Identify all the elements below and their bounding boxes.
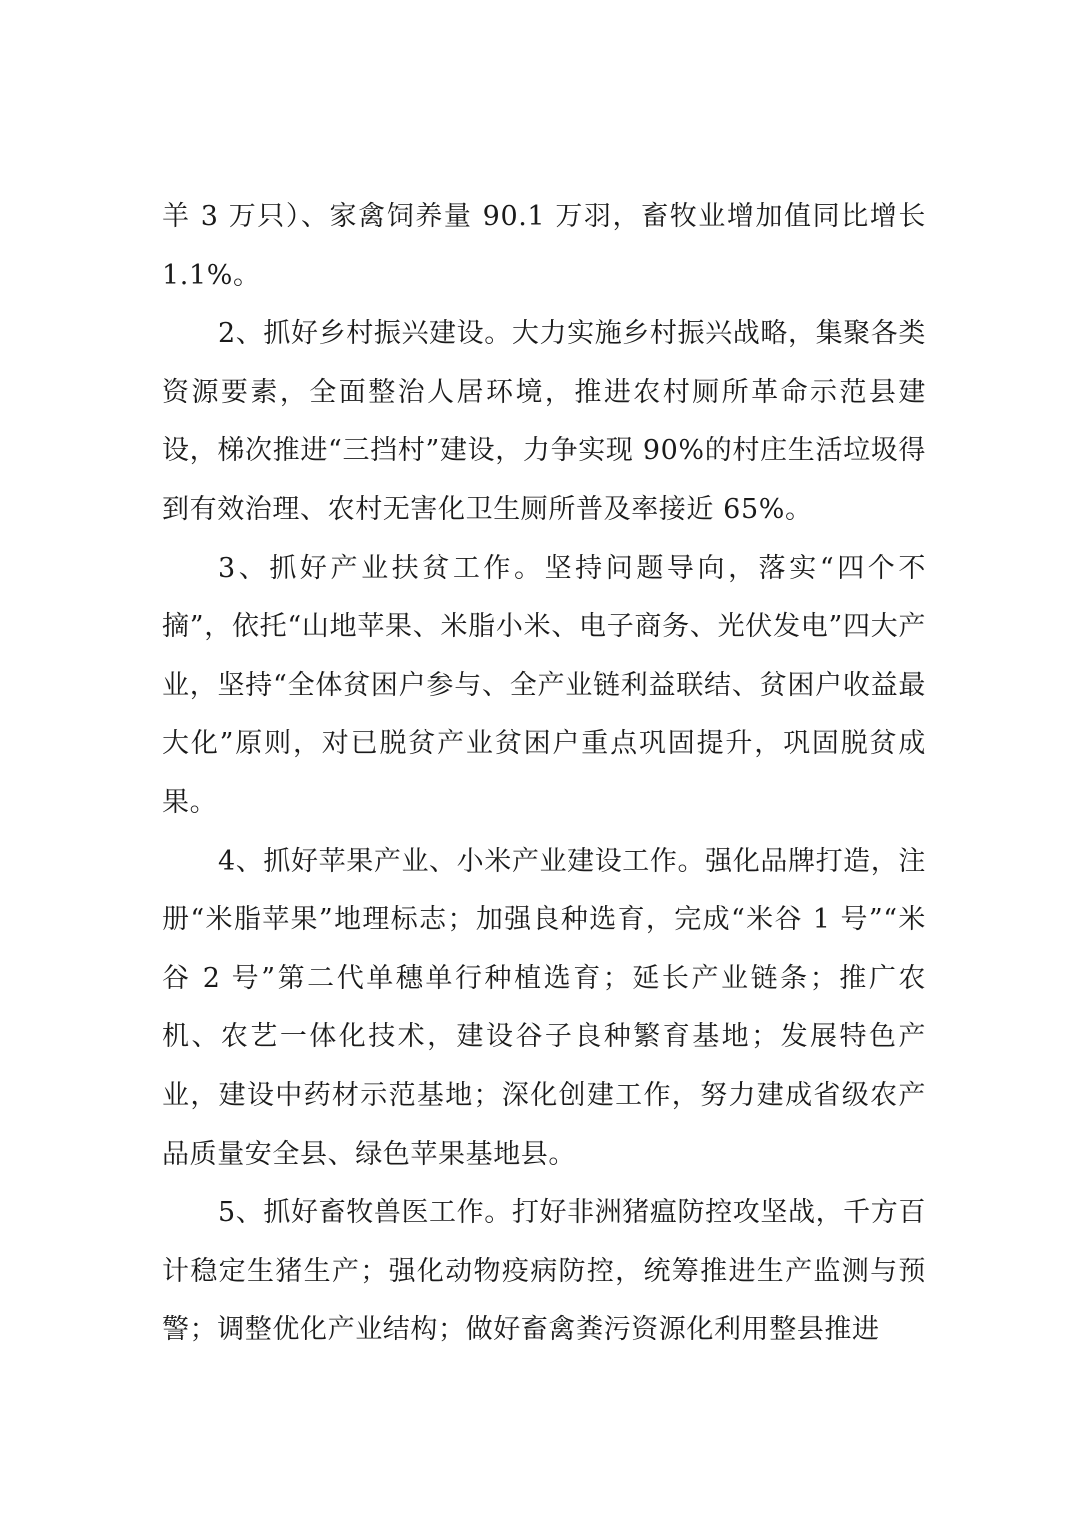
paragraph-animal-husbandry: 5、抓好畜牧兽医工作。打好非洲猪瘟防控攻坚战，千方百计稳定生猪生产；强化动物疫病防控，统筹推进生产监测与预警；调整优化产业结构；做好畜禽粪污资源化利用整县推进 [162, 1197, 926, 1346]
paragraph-industry-poverty-alleviation: 3、抓好产业扶贫工作。坚持问题导向，落实“四个不摘”，依托“山地苹果、米脂小米、电子商务、光伏发电”四大产业，坚持“全体贫困户参与、全产业链利益联结、贫困户收益最大化”原则，对已脱贫产业贫困户重点巩固提升，巩固脱贫成果。 [162, 552, 926, 818]
paragraph-livestock-summary: 羊 3 万只）、家禽饲养量 90.1 万羽，畜牧业增加值同比增长 1.1%。 [162, 201, 926, 291]
paragraph-apple-millet-industry: 4、抓好苹果产业、小米产业建设工作。强化品牌打造，注册“米脂苹果”地理标志；加强良种选育，完成“米谷 1 号”“米谷 2 号”第二代单穗单行种植选育；延长产业链条；推广农机、农艺一体化技术，建设谷子良种繁育基地；发展特色产业，建设中药材示范基地；深化创建工作，努力建成省级农产品质量安全县、绿色苹果基地县。 [162, 845, 926, 1170]
document-body [162, 188, 926, 1360]
paragraph-rural-revitalization: 2、抓好乡村振兴建设。大力实施乡村振兴战略，集聚各类资源要素，全面整治人居环境，推进农村厕所革命示范县建设，梯次推进“三挡村”建设，力争实现 90%的村庄生活垃圾得到有效治理、农村无害化卫生厕所普及率接近 65%。 [162, 318, 926, 525]
